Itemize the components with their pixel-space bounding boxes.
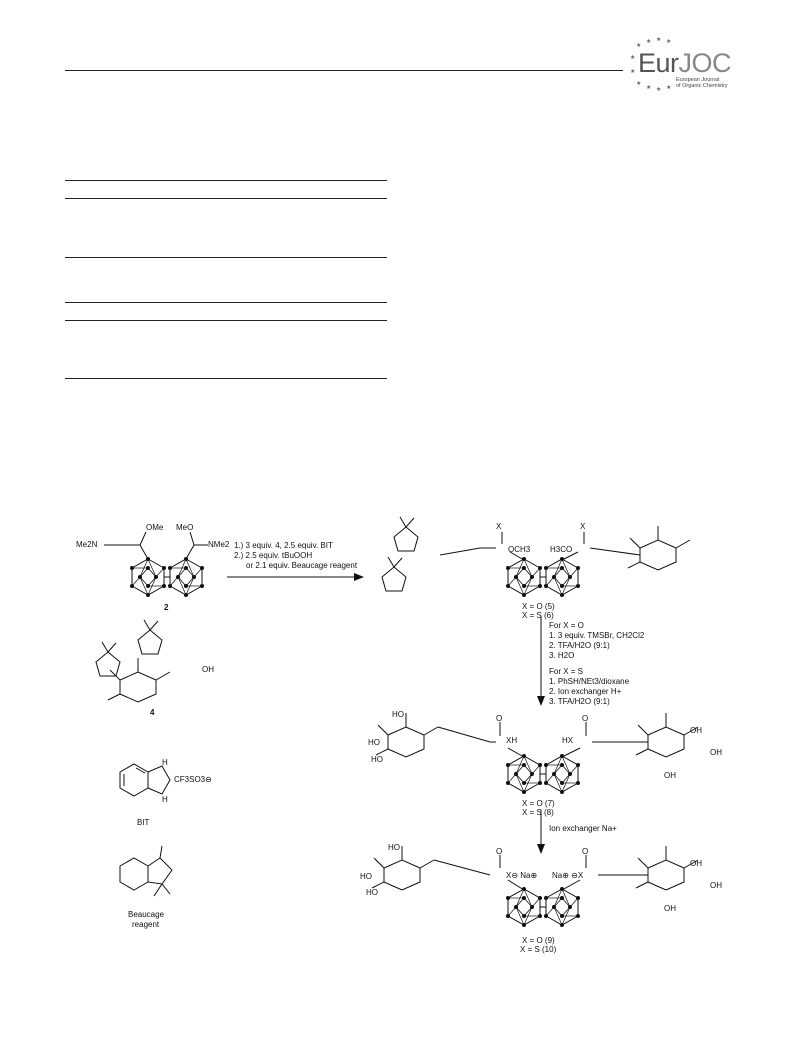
cond2-a1: 1. 3 equiv. TMSBr, CH2Cl2	[549, 631, 645, 640]
cmpd2-nme2-right: NMe2	[208, 540, 230, 549]
beaucage-structure	[120, 846, 172, 896]
bit-nh-top: H	[162, 758, 168, 767]
p910-oh-2: OH	[710, 881, 722, 890]
beaucage-label-1: Beaucage	[128, 910, 165, 919]
bit-nh-bottom: H	[162, 795, 168, 804]
p910-oh-1: OH	[690, 859, 702, 868]
p78-o-left: O	[496, 714, 503, 723]
product-7-8-structure	[376, 713, 698, 794]
compound-4-structure	[96, 620, 170, 702]
cmpd2-ome-left: OMe	[146, 523, 164, 532]
cond2-b3: 3. TFA/H2O (9:1)	[549, 697, 610, 706]
cond3: Ion exchanger Na+	[549, 824, 617, 833]
p78-oh-1: OH	[690, 726, 702, 735]
reaction-arrow-2	[537, 616, 545, 706]
p78-ho-2: HO	[368, 738, 380, 747]
p910-ho-2: HO	[360, 872, 372, 881]
cond1-line1: 1.) 3 equiv. 4, 2.5 equiv. BIT	[234, 541, 333, 550]
p910-x-na: X⊖ Na⊕	[506, 871, 538, 880]
label-7: X = O (7)	[522, 799, 555, 808]
label-4: 4	[150, 708, 155, 717]
p910-oh-3: OH	[664, 904, 676, 913]
label-6: X = S (6)	[522, 611, 554, 620]
cond1-line3: or 2.1 equiv. Beaucage reagent	[246, 561, 358, 570]
cond1-line2: 2.) 2.5 equiv. tBuOOH	[234, 551, 313, 560]
label-8: X = S (8)	[522, 808, 554, 817]
label-10: X = S (10)	[520, 945, 557, 954]
p78-ho-3: HO	[371, 755, 383, 764]
p78-ho-1: HO	[392, 710, 404, 719]
p56-x-left: X	[496, 522, 502, 531]
eurjoc-logo: ★ ★ ★ ★ ★ ★ ★ ★ ★ ★ EurJOC European Journal of Organic Chemistry	[630, 37, 732, 93]
p56-x-right: X	[580, 522, 586, 531]
label-2: 2	[164, 603, 169, 612]
bit-label: BIT	[137, 818, 150, 827]
cond2-b2: 2. Ion exchanger H+	[549, 687, 622, 696]
compound-2-structure	[104, 532, 208, 597]
p78-o-right: O	[582, 714, 589, 723]
p910-na-x: Na⊕ ⊖X	[552, 871, 584, 880]
label-9: X = O (9)	[522, 936, 555, 945]
p910-ho-3: HO	[366, 888, 378, 897]
cond2-b-head: For X = S	[549, 667, 584, 676]
logo-subtitle: European Journal of Organic Chemistry	[676, 77, 728, 89]
cond2-a3: 3. H2O	[549, 651, 575, 660]
beaucage-label-2: reagent	[132, 920, 160, 929]
reaction-arrow-1	[227, 573, 364, 581]
label-5: X = O (5)	[522, 602, 555, 611]
p910-o-left: O	[496, 847, 503, 856]
p910-o-right: O	[582, 847, 589, 856]
p56-h3co: H3CO	[550, 545, 573, 554]
p78-hx: HX	[562, 736, 574, 745]
cond2-b1: 1. PhSH/NEt3/dioxane	[549, 677, 630, 686]
bit-counterion: CF3SO3⊖	[174, 775, 212, 784]
cmpd2-meo-right: MeO	[176, 523, 194, 532]
cond2-a2: 2. TFA/H2O (9:1)	[549, 641, 610, 650]
bit-structure	[120, 764, 170, 796]
cond2-a-head: For X = O	[549, 621, 584, 630]
cmpd2-nme2-left: Me2N	[76, 540, 98, 549]
p78-oh-2: OH	[710, 748, 722, 757]
p78-xh: XH	[506, 736, 518, 745]
p78-oh-3: OH	[664, 771, 676, 780]
p910-ho-1: HO	[388, 843, 400, 852]
cmpd4-oh: OH	[202, 665, 214, 674]
product-5-6-structure	[382, 517, 690, 597]
p56-och3: OCH3	[508, 545, 531, 554]
logo-wordmark: EurJOC	[638, 48, 732, 78]
product-9-10-structure	[372, 846, 698, 927]
